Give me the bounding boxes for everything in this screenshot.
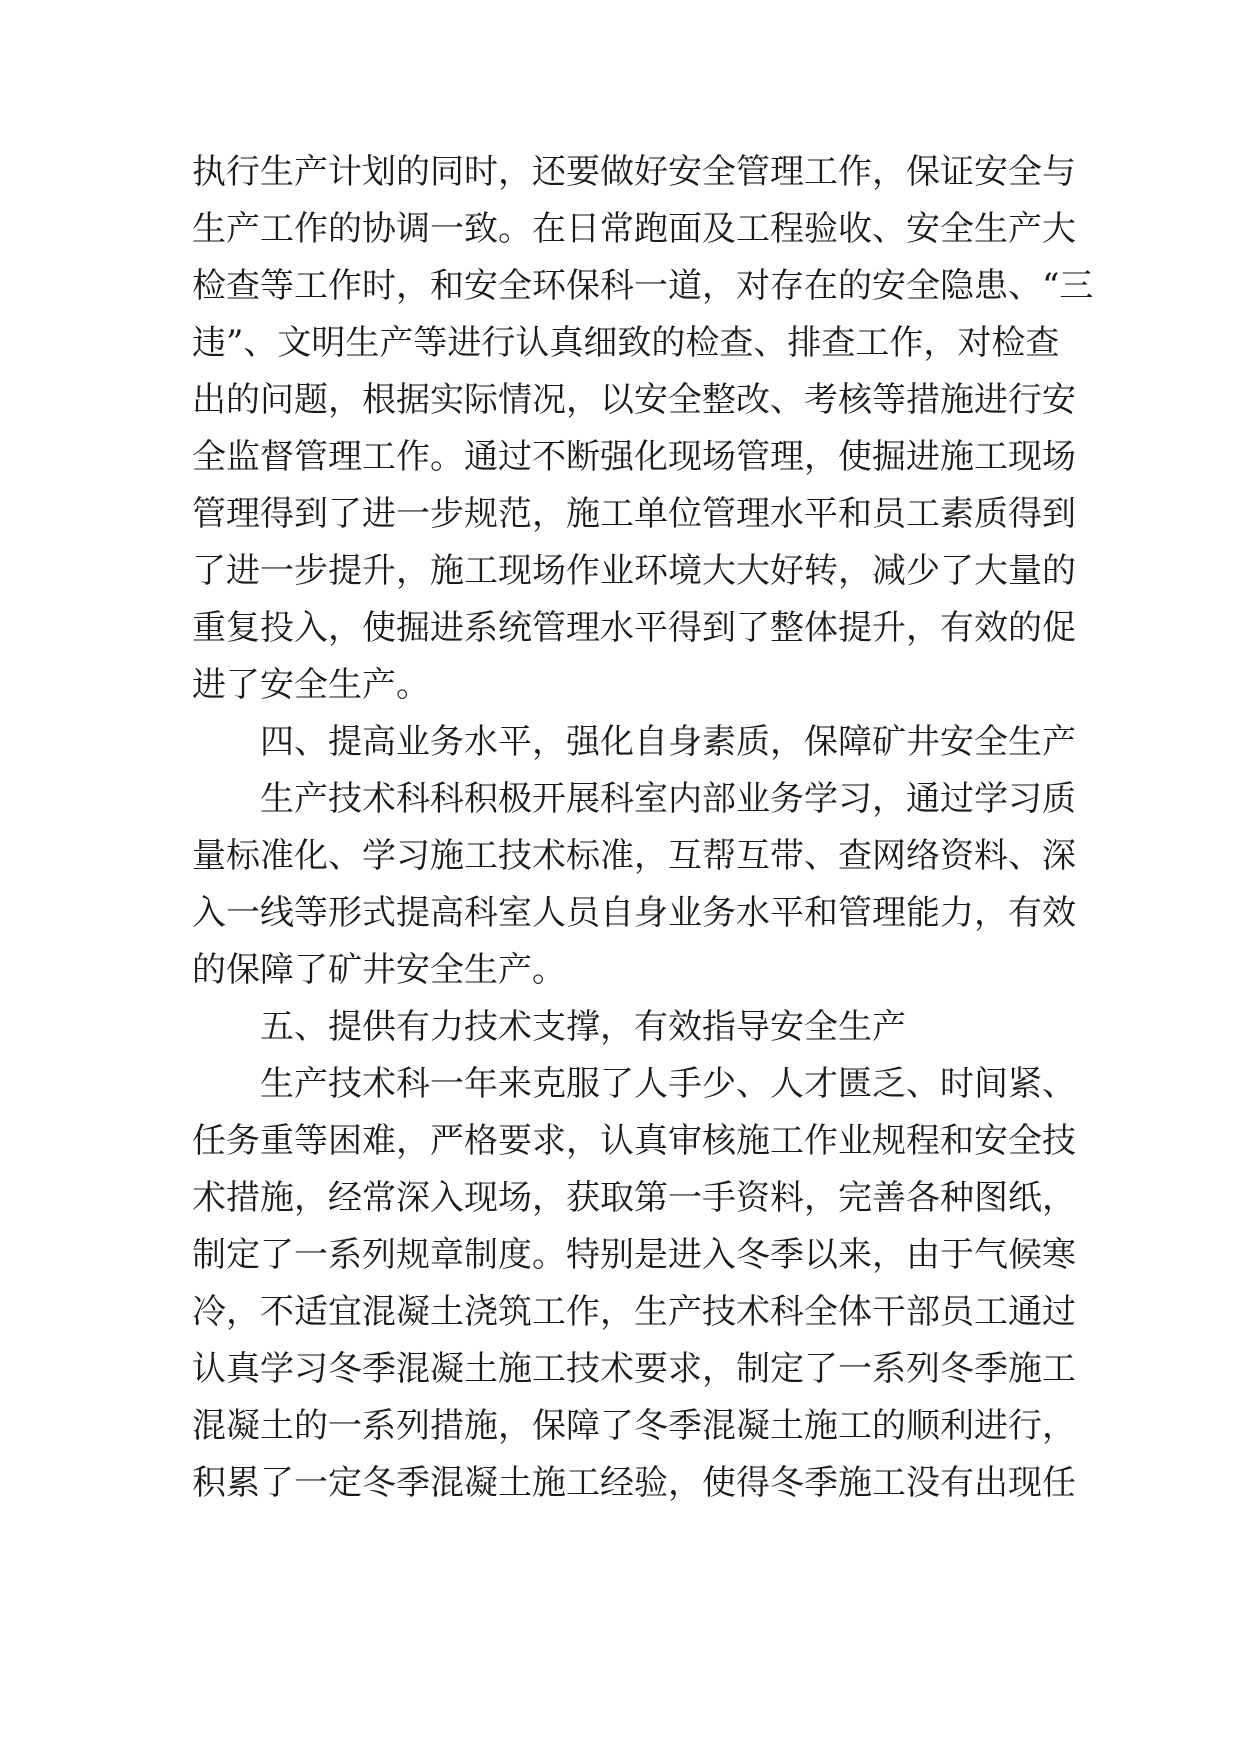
text-line: 冷，不适宜混凝土浇筑工作，生产技术科全体干部员工通过 bbox=[192, 1292, 1076, 1332]
text-line: 生产技术科一年来克服了人手少、人才匮乏、时间紧、 bbox=[260, 1064, 1076, 1104]
text-line: 混凝土的一系列措施，保障了冬季混凝土施工的顺利进行， bbox=[192, 1406, 1076, 1446]
text-line: 的保障了矿井安全生产。 bbox=[192, 950, 566, 990]
text-line: 出的问题，根据实际情况，以安全整改、考核等措施进行安 bbox=[192, 380, 1076, 420]
text-line: 重复投入，使掘进系统管理水平得到了整体提升，有效的促 bbox=[192, 608, 1076, 648]
text-line: 术措施，经常深入现场，获取第一手资料，完善各种图纸， bbox=[192, 1178, 1076, 1218]
text-line: 任务重等困难，严格要求，认真审核施工作业规程和安全技 bbox=[192, 1121, 1076, 1161]
text-line: 进了安全生产。 bbox=[192, 665, 430, 705]
text-line: 制定了一系列规章制度。特别是进入冬季以来，由于气候寒 bbox=[192, 1235, 1076, 1275]
text-line: 生产工作的协调一致。在日常跑面及工程验收、安全生产大 bbox=[192, 209, 1076, 249]
text-line: 违”、文明生产等进行认真细致的检查、排查工作，对检查 bbox=[192, 323, 1060, 363]
section-heading: 五、提供有力技术支撑，有效指导安全生产 bbox=[260, 1007, 906, 1047]
text-line: 全监督管理工作。通过不断强化现场管理，使掘进施工现场 bbox=[192, 437, 1076, 477]
text-line: 入一线等形式提高科室人员自身业务水平和管理能力，有效 bbox=[192, 893, 1076, 933]
text-line: 量标准化、学习施工技术标准，互帮互带、查网络资料、深 bbox=[192, 836, 1076, 876]
text-line: 积累了一定冬季混凝土施工经验，使得冬季施工没有出现任 bbox=[192, 1463, 1076, 1503]
section-heading: 四、提高业务水平，强化自身素质，保障矿井安全生产 bbox=[260, 722, 1076, 762]
text-line: 管理得到了进一步规范，施工单位管理水平和员工素质得到 bbox=[192, 494, 1076, 534]
text-line: 执行生产计划的同时，还要做好安全管理工作，保证安全与 bbox=[192, 152, 1076, 192]
text-line: 了进一步提升，施工现场作业环境大大好转，减少了大量的 bbox=[192, 551, 1076, 591]
text-line: 检查等工作时，和安全环保科一道，对存在的安全隐患、“三 bbox=[192, 266, 1094, 306]
text-line: 认真学习冬季混凝土施工技术要求，制定了一系列冬季施工 bbox=[192, 1349, 1076, 1389]
text-line: 生产技术科科积极开展科室内部业务学习，通过学习质 bbox=[260, 779, 1076, 819]
